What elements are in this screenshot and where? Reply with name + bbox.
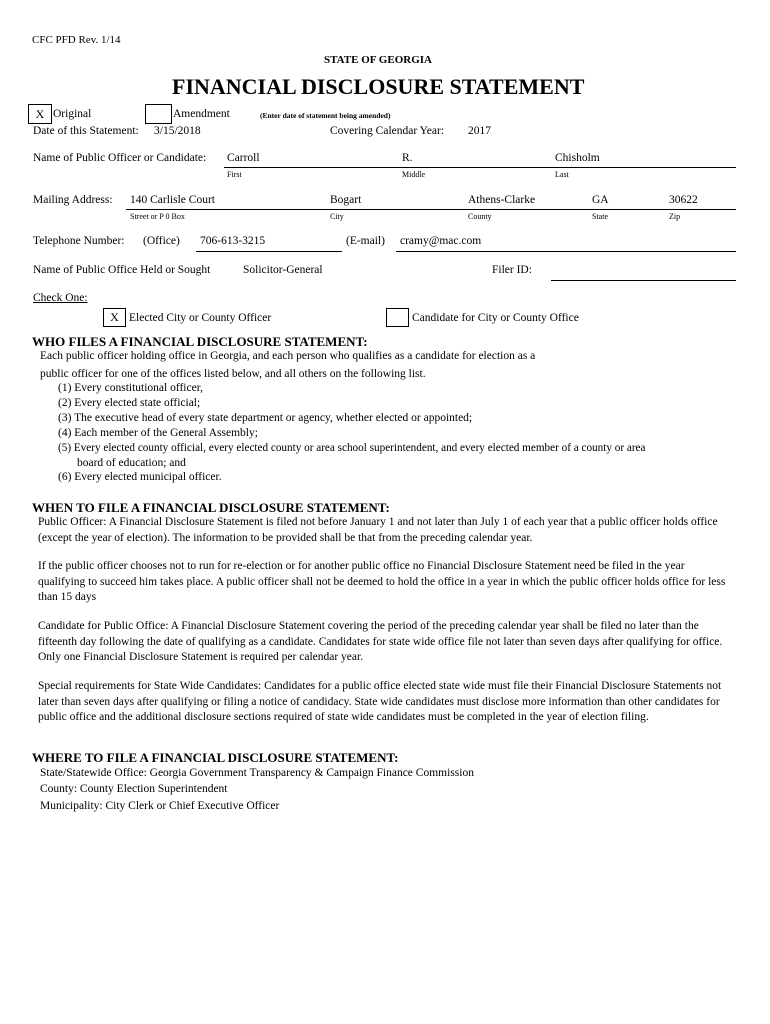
phone-value[interactable]: 706-613-3215	[200, 235, 266, 247]
who-list-item: (6) Every elected municipal officer.	[58, 471, 222, 483]
amendment-label: Amendment	[173, 108, 230, 120]
name-label: Name of Public Officer or Candidate:	[33, 152, 207, 164]
amendment-note: (Enter date of statement being amended)	[260, 111, 391, 120]
calendar-year-label: Covering Calendar Year:	[330, 125, 445, 137]
who-list-item-continued: board of education; and	[77, 457, 186, 469]
when-paragraph-statewide: Special requirements for State Wide Candidates: Candidates for a public office elected state wide must file their Financial Disclosure Statements not later than seven days after qualifying or filing a notice of candidacy. State wide candidates must disclose more information than other candidates for public office and the additional disclosure sections required of state wide candidates must be completed in the year of election filing.	[38, 680, 722, 723]
office-value[interactable]: Solicitor-General	[243, 264, 323, 276]
name-underline	[224, 167, 736, 168]
street-value[interactable]: 140 Carlisle Court	[130, 194, 215, 206]
zip-sub-label: Zip	[669, 212, 681, 221]
form-revision: CFC PFD Rev. 1/14	[32, 34, 121, 46]
first-sub-label: First	[227, 170, 242, 179]
when-paragraph-reelection: If the public officer chooses not to run for re-election or for another public office no Financial Disclosure Statement need be filed in the year qualifying to succeed him takes place. A public officer shall not be deemed to hold the office in a year in which the public officer holds office for less than 15 days	[38, 560, 726, 603]
email-value[interactable]: cramy@mac.com	[400, 235, 482, 247]
zip-value[interactable]: 30622	[669, 194, 698, 206]
email-label: (E-mail)	[346, 235, 385, 247]
office-label: Name of Public Office Held or Sought	[33, 264, 211, 276]
address-underline	[126, 209, 736, 210]
middle-sub-label: Middle	[402, 170, 426, 179]
elected-label: Elected City or County Officer	[129, 312, 272, 324]
original-label: Original	[53, 108, 92, 120]
state-sub-label: State	[592, 212, 608, 221]
where-state-line: State/Statewide Office: Georgia Government Transparency & Campaign Finance Commission	[40, 767, 474, 779]
date-value[interactable]: 3/15/2018	[154, 125, 201, 137]
where-heading: WHERE TO FILE A FINANCIAL DISCLOSURE STATEMENT:	[32, 750, 399, 765]
who-heading: WHO FILES A FINANCIAL DISCLOSURE STATEMENT:	[32, 334, 368, 349]
page-title: FINANCIAL DISCLOSURE STATEMENT	[172, 74, 585, 99]
date-label: Date of this Statement:	[33, 125, 139, 137]
filer-id-underline	[551, 280, 736, 281]
who-intro-line1: Each public officer holding office in Georgia, and each person who qualifies as a candidate for election as a	[40, 350, 536, 362]
middle-name-value[interactable]: R.	[402, 152, 413, 164]
city-value[interactable]: Bogart	[330, 194, 362, 206]
calendar-year-value[interactable]: 2017	[468, 125, 491, 137]
phone-label: Telephone Number:	[33, 235, 125, 247]
amendment-checkbox[interactable]	[145, 104, 172, 124]
candidate-checkbox[interactable]	[386, 308, 409, 327]
when-paragraph-public-officer: Public Officer: A Financial Disclosure Statement is filed not before January 1 and not later than July 1 of each year that a public officer holds office (except the year of election). The information to be provided shall be that from the preceding calendar year.	[38, 516, 718, 544]
phone-underline	[196, 251, 342, 252]
who-list-item: (4) Each member of the General Assembly;	[58, 427, 258, 439]
when-heading: WHEN TO FILE A FINANCIAL DISCLOSURE STATEMENT:	[32, 500, 390, 515]
email-underline	[396, 251, 736, 252]
address-label: Mailing Address:	[33, 194, 113, 206]
who-list-item: (3) The executive head of every state department or agency, whether elected or appointed;	[58, 412, 473, 424]
county-value[interactable]: Athens-Clarke	[468, 194, 536, 206]
who-list-item: (1) Every constitutional officer,	[58, 382, 203, 394]
when-paragraph-candidate: Candidate for Public Office: A Financial Disclosure Statement covering the period of the preceding calendar year shall be filed no later than the fifteenth day following the date of qualifying as a candidate. Candidates for state wide office file not later than seven days after qualifying for office. Only one Financial Disclosure Statement is required per calendar year.	[38, 620, 723, 663]
street-sub-label: Street or P 0 Box	[130, 212, 185, 221]
check-one-label: Check One:	[33, 292, 88, 304]
state-heading: STATE OF GEORGIA	[324, 54, 432, 66]
who-list-item: (5) Every elected county official, every elected county or area school superintendent, and every elected member of a county or area	[58, 442, 646, 454]
where-municipality-line: Municipality: City Clerk or Chief Executive Officer	[40, 800, 280, 812]
who-list-item: (2) Every elected state official;	[58, 397, 201, 409]
original-checkbox[interactable]: X	[28, 104, 52, 124]
county-sub-label: County	[468, 212, 492, 221]
first-name-value[interactable]: Carroll	[227, 152, 260, 164]
candidate-label: Candidate for City or County Office	[412, 312, 579, 324]
last-sub-label: Last	[555, 170, 569, 179]
last-name-value[interactable]: Chisholm	[555, 152, 600, 164]
state-value[interactable]: GA	[592, 194, 609, 206]
elected-checkbox[interactable]: X	[103, 308, 126, 327]
city-sub-label: City	[330, 212, 344, 221]
where-county-line: County: County Election Superintendent	[40, 783, 228, 795]
phone-type: (Office)	[143, 235, 180, 247]
filer-id-label: Filer ID:	[492, 264, 532, 276]
who-intro-line2: public officer for one of the offices listed below, and all others on the following list.	[40, 368, 426, 380]
